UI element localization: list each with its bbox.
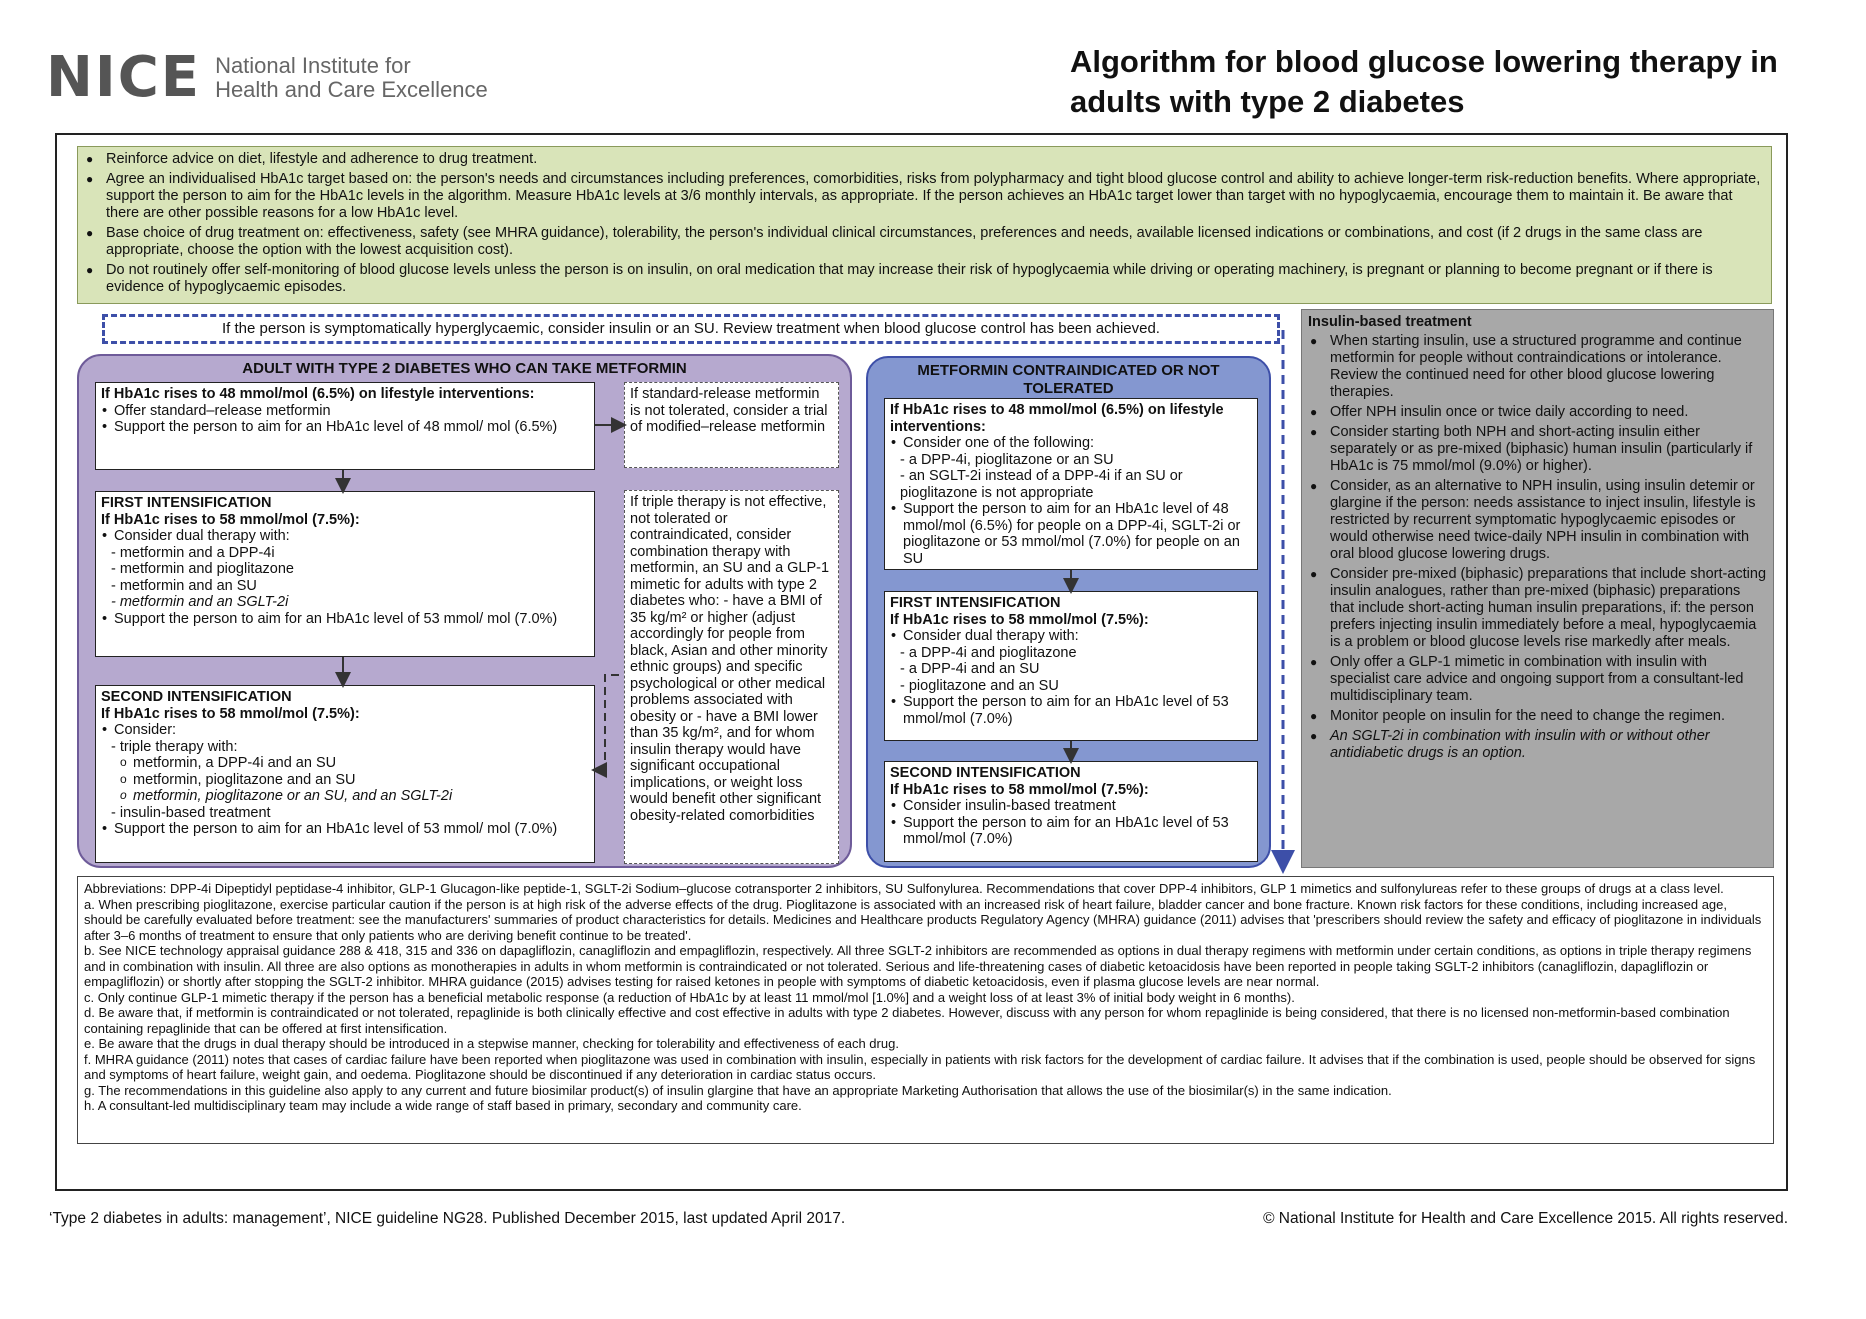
advice-item: ● Base choice of drug treatment on: effectiveness, safety (see MHRA guidance), tolerability, the person's individual clinical circumstances, preferences and needs, available licensed indications or combinations, and cost (if 2 drugs in the same class are appropriate, choose the option with the lowest acquisition cost).	[84, 225, 1765, 259]
insulin-item: ● Consider starting both NPH and short-acting insulin either separately or as pre-mixed (biphasic) human insulin (particularly if HbA1c is 75 mmol/mol (9.0%) or higher).	[1308, 424, 1767, 475]
contraindicated-first-option: - a DPP-4i and an SU	[900, 661, 1040, 677]
copyright-notice: © National Institute for Health and Care Excellence 2015. All rights reserved.	[1263, 1210, 1788, 1227]
logo-line-1: National Institute for	[215, 53, 411, 78]
dual-therapy-option: - metformin and an SU	[111, 577, 257, 594]
contraindicated-heading-line-1: METFORMIN CONTRAINDICATED OR NOT	[917, 362, 1220, 379]
metformin-initial-trigger: If HbA1c rises to 48 mmol/mol (6.5%) on lifestyle interventions:	[101, 386, 535, 402]
contraindicated-first-trigger: If HbA1c rises to 58 mmol/mol (7.5%):	[890, 611, 1149, 628]
footnote-g: g. The recommendations in this guideline also apply to any current and future biosimilar product(s) of insulin glargine that have an appropriate Marketing Authorisation that allows the use of the biosimilar(s) in the same indication.	[84, 1082, 1392, 1098]
triple-therapy-option: o metformin, pioglitazone or an SU, and an SGLT-2i	[133, 788, 589, 805]
insulin-item: ● Consider, as an alternative to NPH insulin, using insulin detemir or glargine if the person: needs assistance to inject insulin, lifestyle is restricted by recurrent symptomatic hypoglycaemic episodes or would otherwise need twice-daily NPH insulin in combination with oral blood glucose lowering drugs.	[1308, 478, 1767, 563]
modified-release-note: If standard-release metformin is not tolerated, consider a trial of modified–release metformin	[624, 382, 839, 468]
insulin-item: ● Consider pre-mixed (biphasic) preparations that include short-acting insulin analogues, rather than pre-mixed (biphasic) preparations that include short-acting human insulin preparations, if: the person prefers injecting insulin immediately before a meal, hypoglycaemia is a problem or blood glucose levels rise markedly after meals.	[1308, 566, 1767, 651]
title-line-2: adults with type 2 diabetes	[1070, 84, 1465, 119]
footnote-b: b. See NICE technology appraisal guidance 288 & 418, 315 and 336 on dapagliflozin, canagliflozin and empagliflozin, respectively. All three SGLT-2 inhibitors are recommended as options in dual therapy regimens with metformin under certain conditions, as options in triple therapy regimens and in combination with insulin. All three are also options as monotherapies in adults in whom metformin is contraindicated or not tolerated. Serious and life-threatening cases of diabetic ketoacidosis have been reported in people taking SGLT-2 inhibitors (canagliflozin, dapagliflozin or empagliflozin) or shortly after stopping the SGLT-2 inhibitor. MHRA guidance (2015) advises testing for raised ketones in people with symptoms of diabetic ketoacidosis, even if plasma glucose levels are near normal.	[84, 943, 1752, 989]
contraindicated-first-support: • Support the person to aim for an HbA1c level of 53 mmol/mol (7.0%)	[890, 694, 1252, 727]
dual-therapy-lead: • Consider dual therapy with:	[101, 528, 589, 545]
arrow-to-glp1-note	[599, 675, 619, 770]
triple-therapy-option: o metformin, pioglitazone and an SU	[133, 772, 589, 789]
triple-therapy-lead: - triple therapy with:	[111, 738, 238, 755]
first-intensification-title: FIRST INTENSIFICATION	[101, 495, 272, 511]
contraindicated-second-trigger: If HbA1c rises to 58 mmol/mol (7.5%):	[890, 781, 1149, 798]
insulin-item: ● Monitor people on insulin for the need to change the regimen.	[1308, 708, 1767, 725]
logo-mark: NICE	[46, 45, 202, 110]
metformin-initial-item: • Offer standard–release metformin	[101, 403, 589, 420]
contraindicated-second-item: • Consider insulin-based treatment	[890, 798, 1252, 815]
second-intensification-support: • Support the person to aim for an HbA1c level of 53 mmol/ mol (7.0%)	[101, 821, 589, 838]
footnote-f: f. MHRA guidance (2011) notes that cases of cardiac failure have been reported when pioglitazone was used in combination with insulin, especially in patients with risk factors for the development of cardiac failure. It advises that if the combination is used, people should be observed for signs and symptoms of heart failure, weight gain, and oedema. Pioglitazone should be discontinued if any deterioration in cardiac status occurs.	[84, 1051, 1756, 1082]
footnote-h: h. A consultant-led multidisciplinary team may include a wide range of staff based in primary, secondary and community care.	[84, 1098, 802, 1113]
contraindicated-first-lead: • Consider dual therapy with:	[890, 628, 1252, 645]
advice-item: ● Reinforce advice on diet, lifestyle and adherence to drug treatment.	[84, 151, 1765, 168]
contraindicated-first-option: - pioglitazone and an SU	[900, 677, 1059, 694]
guideline-citation: ‘Type 2 diabetes in adults: management’, NICE guideline NG28. Published December 2015, last updated April 2017.	[49, 1210, 846, 1227]
title-line-1: Algorithm for blood glucose lowering therapy in	[1070, 44, 1778, 79]
insulin-panel-title: Insulin-based treatment	[1308, 314, 1472, 330]
dual-therapy-option: - metformin and an SGLT-2i	[111, 594, 289, 610]
footnote-c: c. Only continue GLP-1 mimetic therapy if the person has a beneficial metabolic response (a reduction of HbA1c by at least 11 mmol/mol [1.0%] and a weight loss of at least 3% of initial body weight in 6 months).	[84, 989, 1295, 1005]
first-intensification-support: • Support the person to aim for an HbA1c level of 53 mmol/ mol (7.0%)	[101, 611, 589, 628]
hyperglycaemic-note: If the person is symptomatically hyperglycaemic, consider insulin or an SU. Review treatment when blood glucose control has been achieved.	[102, 314, 1280, 344]
glp1-combination-note: If triple therapy is not effective, not tolerated or contraindicated, consider combination therapy with metformin, an SU and a GLP-1 mimetic for adults with type 2 diabetes who: - have a BMI of 35 kg/m² or higher (adjust accordingly for people from black, Asian and other minority ethnic groups) and specific psychological or other medical problems associated with obesity or - have a BMI lower than 35 kg/m², and for whom insulin therapy would have significant occupational implications, or weight loss would benefit other significant obesity-related comorbidities	[624, 490, 839, 864]
advice-item: ● Do not routinely offer self-monitoring of blood glucose levels unless the person is on insulin, on oral medication that may increase their risk of hypoglycaemia while driving or operating machinery, is pregnant or planning to become pregnant or if there is evidence of hypoglycaemic episodes.	[84, 262, 1765, 296]
metformin-initial-item: • Support the person to aim for an HbA1c level of 48 mmol/ mol (6.5%)	[101, 419, 589, 436]
metformin-panel-heading: ADULT WITH TYPE 2 DIABETES WHO CAN TAKE METFORMIN	[242, 360, 687, 377]
footnotes	[77, 876, 1774, 1144]
footnote-d: d. Be aware that, if metformin is contraindicated or not tolerated, repaglinide is both clinically effective and cost effective in adults with type 2 diabetes. However, discuss with any person for whom repaglinide is being considered, that there is no licensed non-metformin-based combination containing repaglinide that can be offered at first intensification.	[84, 1005, 1730, 1036]
contraindicated-initial-trigger: If HbA1c rises to 48 mmol/mol (6.5%) on lifestyle interventions:	[890, 402, 1224, 435]
second-intensification-trigger: If HbA1c rises to 58 mmol/mol (7.5%):	[101, 705, 360, 722]
footnote-e: e. Be aware that the drugs in dual therapy should be introduced in a stepwise manner, checking for tolerability and effectiveness of each drug.	[84, 1036, 899, 1051]
logo-line-2: Health and Care Excellence	[215, 77, 488, 102]
insulin-item: ● Only offer a GLP-1 mimetic in combination with insulin with specialist care advice and ongoing support from a consultant-led multidisciplinary team.	[1308, 654, 1767, 705]
advice-item: ● Agree an individualised HbA1c target based on: the person's needs and circumstances including preferences, comorbidities, risks from polypharmacy and tight blood glucose control and ability to achieve longer-term risk-reduction benefits. Where appropriate, support the person to aim for the HbA1c levels in the algorithm. Measure HbA1c levels at 3/6 monthly intervals, as appropriate. If the person achieves an HbA1c target lower than target with no hypoglycaemia, encourage them to maintain it. Be aware that there are other possible reasons for a low HbA1c level.	[84, 171, 1765, 222]
dual-therapy-option: - metformin and a DPP-4i	[111, 544, 275, 561]
contraindicated-first-option: - a DPP-4i and pioglitazone	[900, 644, 1077, 661]
triple-therapy-option: o metformin, a DPP-4i and an SU	[133, 755, 589, 772]
contraindicated-second-title: SECOND INTENSIFICATION	[890, 765, 1081, 781]
contraindicated-initial-support: • Support the person to aim for an HbA1c level of 48 mmol/mol (6.5%) for people on a DPP-4i, SGLT-2i or pioglitazone or 53 mmol/mol (7.0%) for people on an SU	[890, 501, 1252, 567]
contraindicated-second-item: • Support the person to aim for an HbA1c level of 53 mmol/mol (7.0%)	[890, 815, 1252, 848]
footnote-abbreviations: Abbreviations: DPP-4i Dipeptidyl peptidase-4 inhibitor, GLP-1 Glucagon-like peptide-1, SGLT-2i Sodium–glucose cotransporter 2 inhibitors, SU Sulfonylurea. Recommendations that cover DPP-4 inhibitors, GLP 1 mimetics and sulfonylureas refer to these groups of drugs at a class level.	[84, 881, 1724, 896]
insulin-item: ● When starting insulin, use a structured programme and continue metformin for people without contraindications or intolerance. Review the continued need for other blood glucose lowering therapies.	[1308, 333, 1767, 401]
insulin-item: ● Offer NPH insulin once or twice daily according to need.	[1308, 404, 1767, 421]
contraindicated-initial-option: - a DPP-4i, pioglitazone or an SU	[900, 451, 1114, 468]
contraindicated-first-title: FIRST INTENSIFICATION	[890, 595, 1061, 611]
insulin-based-option: - insulin-based treatment	[111, 804, 271, 821]
contraindicated-initial-lead: • Consider one of the following:	[890, 435, 1252, 452]
second-intensification-lead: • Consider:	[101, 722, 589, 739]
footnote-a: a. When prescribing pioglitazone, exercise particular caution if the person is at high risk of the adverse effects of the drug. Pioglitazone is associated with an increased risk of heart failure, bladder cancer and bone fracture. Known risk factors for these conditions, including increased age, should be carefully evaluated before treatment: see the manufacturers' summaries of product characteristics for details. Medicines and Healthcare products Regulatory Agency (MHRA) guidance (2011) advises that 'prescribers should review the safety and efficacy of pioglitazone in individuals after 3–6 months of treatment to ensure that only patients who are deriving benefit continue to be treated'.	[84, 896, 1762, 943]
first-intensification-trigger: If HbA1c rises to 58 mmol/mol (7.5%):	[101, 511, 360, 528]
second-intensification-title: SECOND INTENSIFICATION	[101, 689, 292, 705]
insulin-item: ● An SGLT-2i in combination with insulin with or without other antidiabetic drugs is an option.	[1308, 728, 1767, 762]
dual-therapy-option: - metformin and pioglitazone	[111, 561, 294, 577]
contraindicated-heading-line-2: TOLERATED	[1023, 380, 1114, 397]
contraindicated-initial-option: - an SGLT-2i instead of a DPP-4i if an SU or pioglitazone is not appropriate	[900, 468, 1183, 501]
